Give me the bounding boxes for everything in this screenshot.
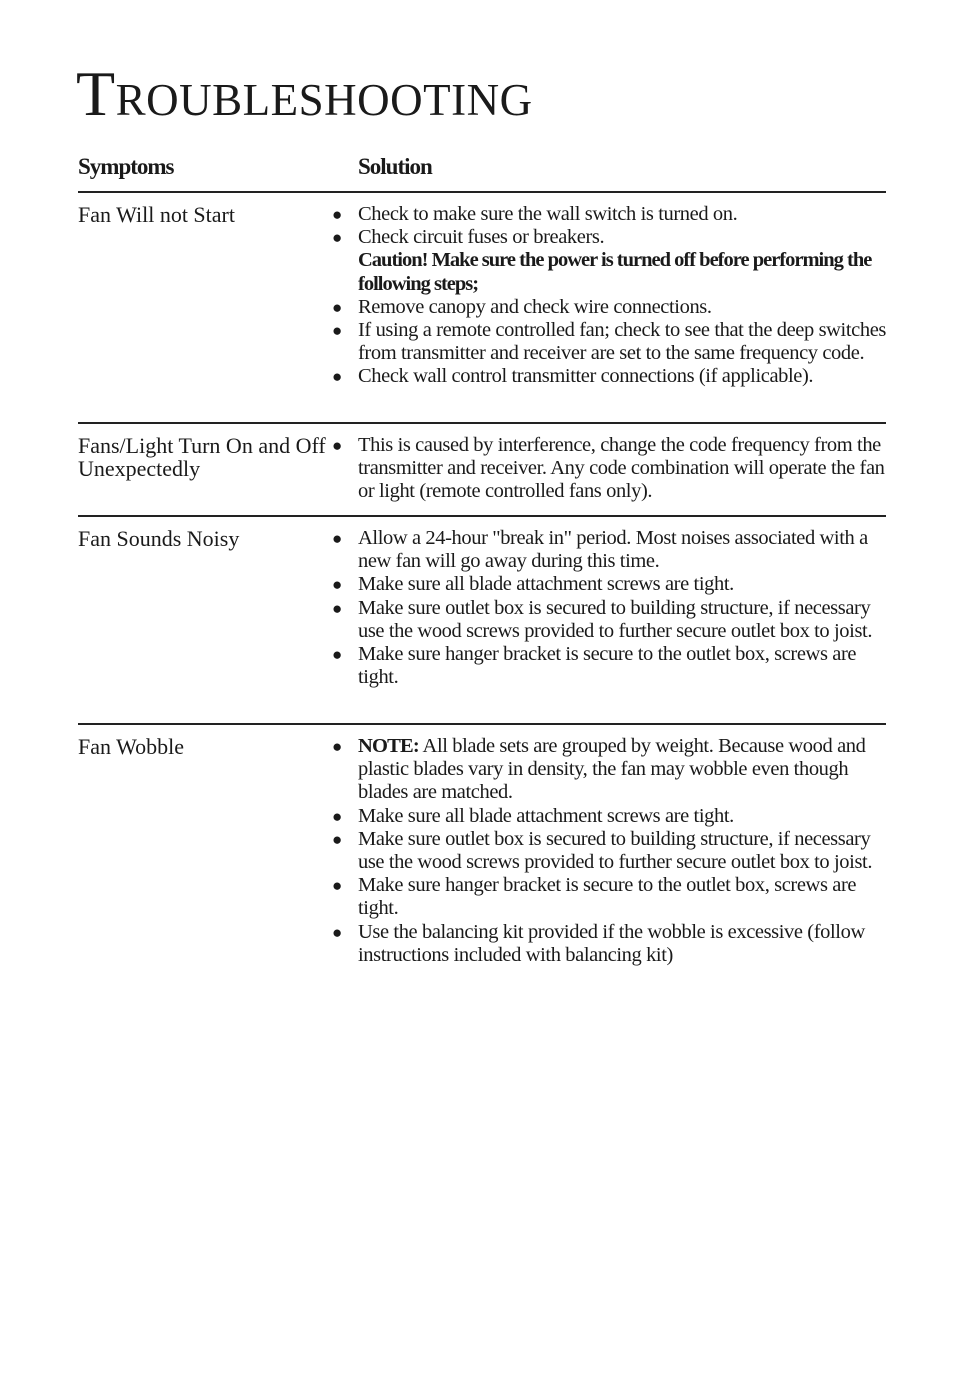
solution-item: ● This is caused by interference, change the code frequency from the transmitter and receiver. Any code combination will operate the fan or light (remote controlled fans only).: [332, 434, 892, 504]
page-title: [76, 58, 533, 130]
solution-item: ● Use the balancing kit provided if the wobble is excessive (follow instructions included with balancing kit): [332, 921, 892, 967]
solution-item: ● Make sure outlet box is secured to building structure, if necessary use the wood screws provided to further secure outlet box to joist.: [332, 828, 892, 874]
solution-item: ● Check circuit fuses or breakers.: [332, 226, 892, 249]
symptoms-header: Symptoms: [78, 154, 174, 179]
title-rest: roubleshooting: [115, 58, 533, 129]
divider: [78, 515, 886, 517]
table-header: [78, 154, 886, 192]
solution-list: [332, 434, 892, 504]
symptom-text: Fans/Light Turn On and Off Unexpectedly: [78, 433, 326, 481]
symptom-text: Fan Wobble: [78, 734, 184, 759]
symptom-text: Fan Will not Start: [78, 202, 235, 227]
solution-list: [332, 735, 892, 967]
divider: [78, 422, 886, 424]
solution-item: ● Make sure hanger bracket is secure to the outlet box, screws are tight.: [332, 874, 892, 920]
solution-item: ● Make sure all blade attachment screws are tight.: [332, 805, 892, 828]
solution-item: ● If using a remote controlled fan; check to see that the deep switches from transmitter and receiver are set to the same frequency code.: [332, 319, 892, 365]
solution-item: ● Make sure hanger bracket is secure to the outlet box, screws are tight.: [332, 643, 892, 689]
divider: [78, 191, 886, 193]
title-initial: T: [76, 58, 116, 129]
solution-item: ● Make sure outlet box is secured to building structure, if necessary use the wood screws provided to further secure outlet box to joist.: [332, 597, 892, 643]
solution-item: ● Allow a 24-hour "break in" period. Most noises associated with a new fan will go away during this time.: [332, 527, 892, 573]
solution-item: ● Make sure all blade attachment screws are tight.: [332, 573, 892, 596]
solution-list: [332, 527, 892, 689]
note-text: All blade sets are grouped by weight. Because wood and plastic blades vary in density, the fan may wobble even though blades are matched.: [358, 735, 866, 804]
note-label: NOTE:: [358, 735, 419, 757]
solution-item: ● Check to make sure the wall switch is turned on.: [332, 203, 892, 226]
solution-list: [332, 203, 892, 389]
symptom-text: Fan Sounds Noisy: [78, 526, 240, 551]
solution-header: Solution: [358, 154, 432, 179]
solution-item: ● Remove canopy and check wire connections.: [332, 296, 892, 319]
solution-item: [332, 735, 892, 805]
caution-text: Caution! Make sure the power is turned off before performing the following steps;: [358, 249, 872, 295]
divider: [78, 723, 886, 725]
solution-item: ● Check wall control transmitter connections (if applicable).: [332, 365, 892, 388]
